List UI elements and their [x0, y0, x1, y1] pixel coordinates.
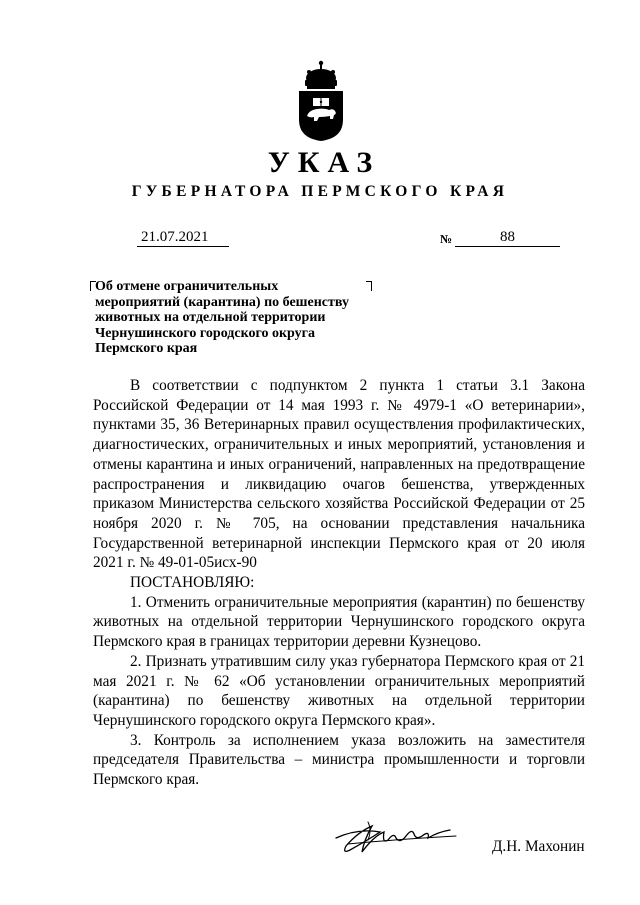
number-sign: №	[440, 232, 453, 246]
decree-item: 2. Признать утратившим силу указ губернатора Пермского края от 21 мая 2021 г. № 62 «Об установлении ограничительных мероприятий (карантина) по бешенству животных на отдельной территории Чернушинского городского округа Пермского края».	[93, 652, 585, 729]
document-title: УКАЗ	[267, 146, 381, 179]
decree-word: ПОСТАНОВЛЯЮ:	[130, 574, 255, 592]
date-field: 21.07.2021	[137, 228, 229, 247]
decree-item: 3. Контроль за исполнением указа возложить на заместителя председателя Правительства – министра промышленности и торговли Пермского края.	[93, 731, 585, 789]
subject-line: мероприятий (карантина) по бешенству	[95, 294, 349, 310]
subject-line: животных на отдельной территории	[95, 310, 326, 325]
subject-line: Пермского края	[95, 341, 198, 356]
document-subtitle: ГУБЕРНАТОРА ПЕРМСКОГО КРАЯ	[131, 183, 509, 200]
subject-line: Об отмене ограничительных	[95, 279, 279, 294]
document-body	[93, 376, 585, 790]
subject-line: Чернушинского городского округа	[95, 325, 316, 341]
decree-item: 1. Отменить ограничительные мероприятия (карантин) по бешенству животных на отдельной территории Чернушинского городского округа Пермского края в границах территории деревни Кузнецово.	[93, 593, 585, 651]
handwritten-signature-icon	[328, 810, 458, 860]
subject-heading	[95, 279, 385, 357]
preamble-paragraph: В соответствии с подпунктом 2 пункта 1 статьи 3.1 Закона Российской Федерации от 14 мая 1993 г. № 4979-1 «О ветеринарии», пунктами 35, 36 Ветеринарных правил осуществления профилактических, диагностических, ограничительных и иных мероприятий, установления и отмены карантина и иных ограничений, направленных на предотвращение распространения и ликвидацию очагов бешенства, утвержденных приказом Министерства сельского хозяйства Российской Федерации от 25 ноября 2020 г. № 705, на основании представления начальника Государственной ветеринарной инспекции Пермского края от 20 июля 2021 г. № 49-01-05исх-90	[93, 377, 585, 572]
number-field: 88	[500, 229, 515, 245]
number-underline	[455, 246, 560, 247]
signer-name: Д.Н. Махонин	[492, 838, 585, 855]
coat-of-arms-icon	[295, 58, 347, 142]
